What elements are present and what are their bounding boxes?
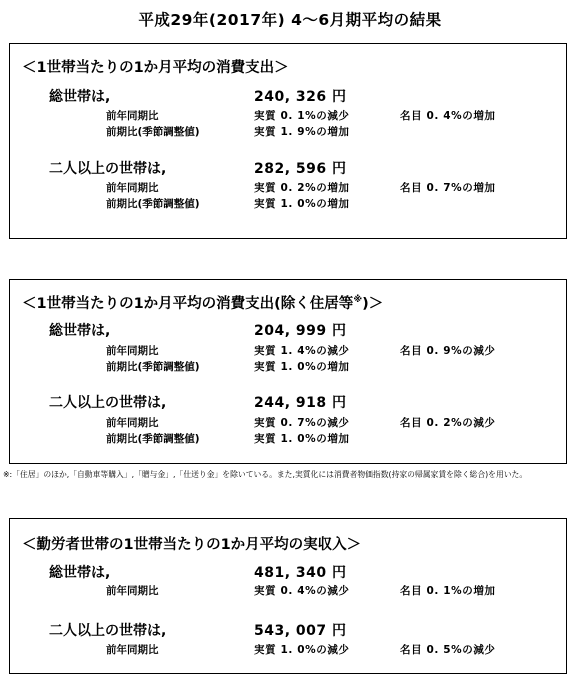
yoy-nominal-value: 名目 0. 9%の減少 bbox=[400, 345, 496, 357]
total-households-amount: 240, 326 円 bbox=[254, 89, 347, 105]
yoy-nominal-value: 名目 0. 4%の増加 bbox=[400, 110, 496, 122]
multi-person-households-label: 二人以上の世帯は, bbox=[49, 161, 167, 177]
footnote: ※:「住居」のほか,「自動車等購入」,「贈与金」,「仕送り金」を除いている。また,実質化には消費者物価指数(持家の帰属家賃を除く総合)を用いた。 bbox=[3, 470, 528, 479]
qoq-label: 前期比(季節調整値) bbox=[106, 433, 200, 445]
yoy-nominal-value: 名目 0. 2%の減少 bbox=[400, 417, 496, 429]
yoy-label: 前年同期比 bbox=[106, 345, 159, 357]
yoy-real-value: 実質 1. 0%の減少 bbox=[254, 644, 350, 656]
footnote-mark: ※ bbox=[353, 295, 363, 305]
total-households-amount: 204, 999 円 bbox=[254, 323, 347, 339]
yoy-real-value: 実質 0. 1%の減少 bbox=[254, 110, 350, 122]
total-households-label: 総世帯は, bbox=[49, 323, 111, 339]
yoy-real-value: 実質 1. 4%の減少 bbox=[254, 345, 350, 357]
total-households-label: 総世帯は, bbox=[49, 565, 111, 581]
yoy-nominal-value: 名目 0. 5%の減少 bbox=[400, 644, 496, 656]
qoq-real-value: 実質 1. 9%の増加 bbox=[254, 126, 350, 138]
consumption-expenditure-box bbox=[9, 43, 567, 239]
qoq-real-value: 実質 1. 0%の増加 bbox=[254, 198, 350, 210]
qoq-real-value: 実質 1. 0%の増加 bbox=[254, 433, 350, 445]
qoq-label: 前期比(季節調整値) bbox=[106, 198, 200, 210]
yoy-real-value: 実質 0. 2%の増加 bbox=[254, 182, 350, 194]
yoy-nominal-value: 名目 0. 7%の増加 bbox=[400, 182, 496, 194]
yoy-real-value: 実質 0. 4%の減少 bbox=[254, 585, 350, 597]
multi-person-households-amount: 244, 918 円 bbox=[254, 395, 347, 411]
total-households-label: 総世帯は, bbox=[49, 89, 111, 105]
page-title: 平成29年(2017年) 4～6月期平均の結果 bbox=[138, 11, 442, 29]
heading-close: )＞ bbox=[362, 296, 384, 312]
yoy-label: 前年同期比 bbox=[106, 585, 159, 597]
qoq-label: 前期比(季節調整値) bbox=[106, 126, 200, 138]
yoy-label: 前年同期比 bbox=[106, 644, 159, 656]
box-heading bbox=[22, 292, 383, 313]
multi-person-households-label: 二人以上の世帯は, bbox=[49, 623, 167, 639]
heading-text: ＜1世帯当たりの1か月平均の消費支出(除く住居等 bbox=[22, 296, 354, 312]
yoy-label: 前年同期比 bbox=[106, 417, 159, 429]
box-heading: ＜勤労者世帯の1世帯当たりの1か月平均の実収入＞ bbox=[22, 537, 362, 553]
box-heading: ＜1世帯当たりの1か月平均の消費支出＞ bbox=[22, 60, 289, 76]
worker-household-income-box bbox=[9, 518, 567, 674]
qoq-label: 前期比(季節調整値) bbox=[106, 361, 200, 373]
multi-person-households-amount: 282, 596 円 bbox=[254, 161, 347, 177]
yoy-nominal-value: 名目 0. 1%の増加 bbox=[400, 585, 496, 597]
yoy-label: 前年同期比 bbox=[106, 182, 159, 194]
yoy-real-value: 実質 0. 7%の減少 bbox=[254, 417, 350, 429]
consumption-expenditure-excl-housing-box bbox=[9, 279, 567, 464]
total-households-amount: 481, 340 円 bbox=[254, 565, 347, 581]
qoq-real-value: 実質 1. 0%の増加 bbox=[254, 361, 350, 373]
yoy-label: 前年同期比 bbox=[106, 110, 159, 122]
multi-person-households-label: 二人以上の世帯は, bbox=[49, 395, 167, 411]
multi-person-households-amount: 543, 007 円 bbox=[254, 623, 347, 639]
